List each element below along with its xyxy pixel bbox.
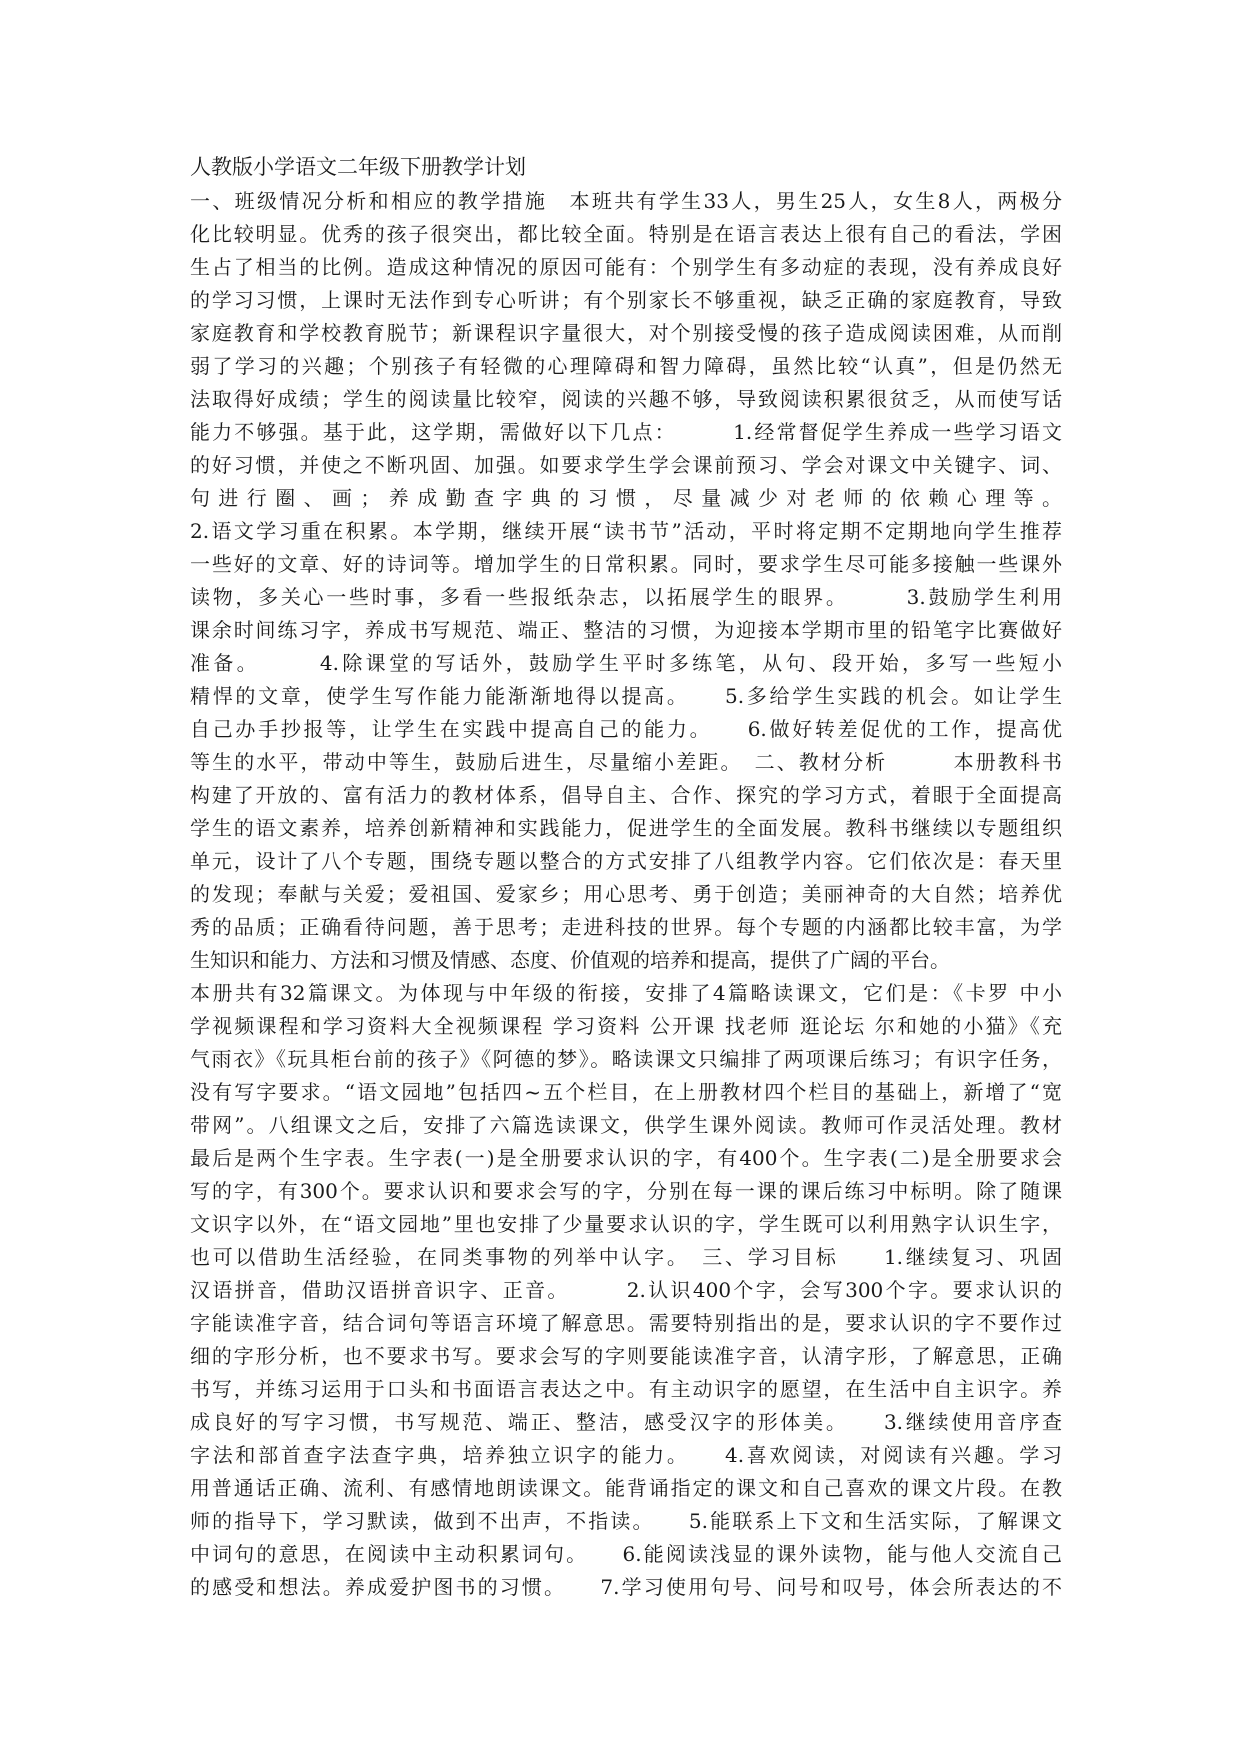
body-text-line: 一些好的文章、好的诗词等。增加学生的日常积累。同时，要求学生尽可能多接触一些课外 [190, 552, 1062, 576]
body-text-line: 的感受和想法。养成爱护图书的习惯。 7.学习使用句号、问号和叹号，体会所表达的不 [190, 1575, 1062, 1599]
body-text-line: 弱了学习的兴趣；个别孩子有轻微的心理障碍和智力障碍，虽然比较“认真”，但是仍然无 [190, 354, 1062, 378]
body-text-line: 用普通话正确、流利、有感情地朗读课文。能背诵指定的课文和自己喜欢的课文片段。在教 [190, 1476, 1062, 1500]
body-text-line: 中词句的意思，在阅读中主动积累词句。 6.能阅读浅显的课外读物，能与他人交流自己 [190, 1542, 1062, 1566]
body-text-line: 没有写字要求。“语文园地”包括四~五个栏目，在上册教材四个栏目的基础上，新增了“宽 [190, 1080, 1062, 1104]
body-text-line: 也可以借助生活经验，在同类事物的列举中认字。 三、学习目标 1.继续复习、巩固 [190, 1245, 1062, 1269]
body-text-line: 细的字形分析，也不要求书写。要求会写的字则要能读准字音，认清字形，了解意思，正确 [190, 1344, 1062, 1368]
body-text-line: 秀的品质；正确看待问题，善于思考；走进科技的世界。每个专题的内涵都比较丰富，为学 [190, 915, 1062, 939]
body-text-line: 学生的语文素养，培养创新精神和实践能力，促进学生的全面发展。教科书继续以专题组织 [190, 816, 1062, 840]
body-text-line: 的发现；奉献与关爱；爱祖国、爱家乡；用心思考、勇于创造；美丽神奇的大自然；培养优 [190, 882, 1062, 906]
body-text-line: 带网”。八组课文之后，安排了六篇选读课文，供学生课外阅读。教师可作灵活处理。教材 [190, 1113, 1062, 1137]
document-body [190, 185, 1062, 1604]
document-title: 人教版小学语文二年级下册教学计划 [190, 155, 526, 179]
body-text-line: 读物，多关心一些时事，多看一些报纸杂志，以拓展学生的眼界。 3.鼓励学生利用 [190, 585, 1062, 609]
body-text-line: 等生的水平，带动中等生，鼓励后进生，尽量缩小差距。 二、教材分析 本册教科书 [190, 750, 1062, 774]
body-text-line: 师的指导下，学习默读，做到不出声，不指读。 5.能联系上下文和生活实际，了解课文 [190, 1509, 1062, 1533]
body-text-line: 句进行圈、画；养成勤查字典的习惯，尽量减少对老师的依赖心理等。 [190, 486, 1062, 510]
body-text-line: 精悍的文章，使学生写作能力能渐渐地得以提高。 5.多给学生实践的机会。如让学生 [190, 684, 1062, 708]
body-text-line: 准备。 4.除课堂的写话外，鼓励学生平时多练笔，从句、段开始，多写一些短小 [190, 651, 1062, 675]
body-text-line: 生占了相当的比例。造成这种情况的原因可能有：个别学生有多动症的表现，没有养成良好 [190, 255, 1062, 279]
body-text-line: 学视频课程和学习资料大全视频课程 学习资料 公开课 找老师 逛论坛 尔和她的小猫》《充 [190, 1014, 1062, 1038]
body-text-line: 气雨衣》《玩具柜台前的孩子》《阿德的梦》。略读课文只编排了两项课后练习；有识字任务， [190, 1047, 1062, 1071]
body-text-line: 一、班级情况分析和相应的教学措施 本班共有学生33人，男生25人，女生8人，两极分 [190, 189, 1062, 213]
body-text-line: 的学习习惯，上课时无法作到专心听讲；有个别家长不够重视，缺乏正确的家庭教育，导致 [190, 288, 1062, 312]
body-text-line: 2.语文学习重在积累。本学期，继续开展“读书节”活动，平时将定期不定期地向学生推荐 [190, 519, 1062, 543]
body-text-line: 法取得好成绩；学生的阅读量比较窄，阅读的兴趣不够，导致阅读积累很贫乏，从而使写话 [190, 387, 1062, 411]
body-text-line: 写的字，有300个。要求认识和要求会写的字，分别在每一课的课后练习中标明。除了随课 [190, 1179, 1062, 1203]
body-text-line: 文识字以外，在“语文园地”里也安排了少量要求认识的字，学生既可以利用熟字认识生字， [190, 1212, 1062, 1236]
body-text-line: 书写，并练习运用于口头和书面语言表达之中。有主动识字的愿望，在生活中自主识字。养 [190, 1377, 1062, 1401]
body-text-line: 构建了开放的、富有活力的教材体系，倡导自主、合作、探究的学习方式，着眼于全面提高 [190, 783, 1062, 807]
body-text-line: 能力不够强。基于此，这学期，需做好以下几点： 1.经常督促学生养成一些学习语文 [190, 420, 1062, 444]
body-text-line: 单元，设计了八个专题，围绕专题以整合的方式安排了八组教学内容。它们依次是：春天里 [190, 849, 1062, 873]
body-text-line: 生知识和能力、方法和习惯及情感、态度、价值观的培养和提高，提供了广阔的平台。 [190, 948, 950, 972]
body-text-line: 化比较明显。优秀的孩子很突出，都比较全面。特别是在语言表达上很有自己的看法，学困 [190, 222, 1062, 246]
body-text-line: 字法和部首查字法查字典，培养独立识字的能力。 4.喜欢阅读，对阅读有兴趣。学习 [190, 1443, 1062, 1467]
body-text-line: 成良好的写字习惯，书写规范、端正、整洁，感受汉字的形体美。 3.继续使用音序查 [190, 1410, 1062, 1434]
body-text-line: 的好习惯，并使之不断巩固、加强。如要求学生学会课前预习、学会对课文中关键字、词、 [190, 453, 1062, 477]
body-text-line: 最后是两个生字表。生字表(一)是全册要求认识的字，有400个。生字表(二)是全册要求会 [190, 1146, 1062, 1170]
body-text-line: 自己办手抄报等，让学生在实践中提高自己的能力。 6.做好转差促优的工作，提高优 [190, 717, 1062, 741]
body-text-line: 汉语拼音，借助汉语拼音识字、正音。 2.认识400个字，会写300个字。要求认识的 [190, 1278, 1062, 1302]
body-text-line: 课余时间练习字，养成书写规范、端正、整洁的习惯，为迎接本学期市里的铅笔字比赛做好 [190, 618, 1062, 642]
body-text-line: 本册共有32篇课文。为体现与中年级的衔接，安排了4篇略读课文，它们是：《卡罗 中小 [190, 981, 1062, 1005]
body-text-line: 字能读准字音，结合词句等语言环境了解意思。需要特别指出的是，要求认识的字不要作过 [190, 1311, 1062, 1335]
body-text-line: 家庭教育和学校教育脱节；新课程识字量很大，对个别接受慢的孩子造成阅读困难，从而削 [190, 321, 1062, 345]
